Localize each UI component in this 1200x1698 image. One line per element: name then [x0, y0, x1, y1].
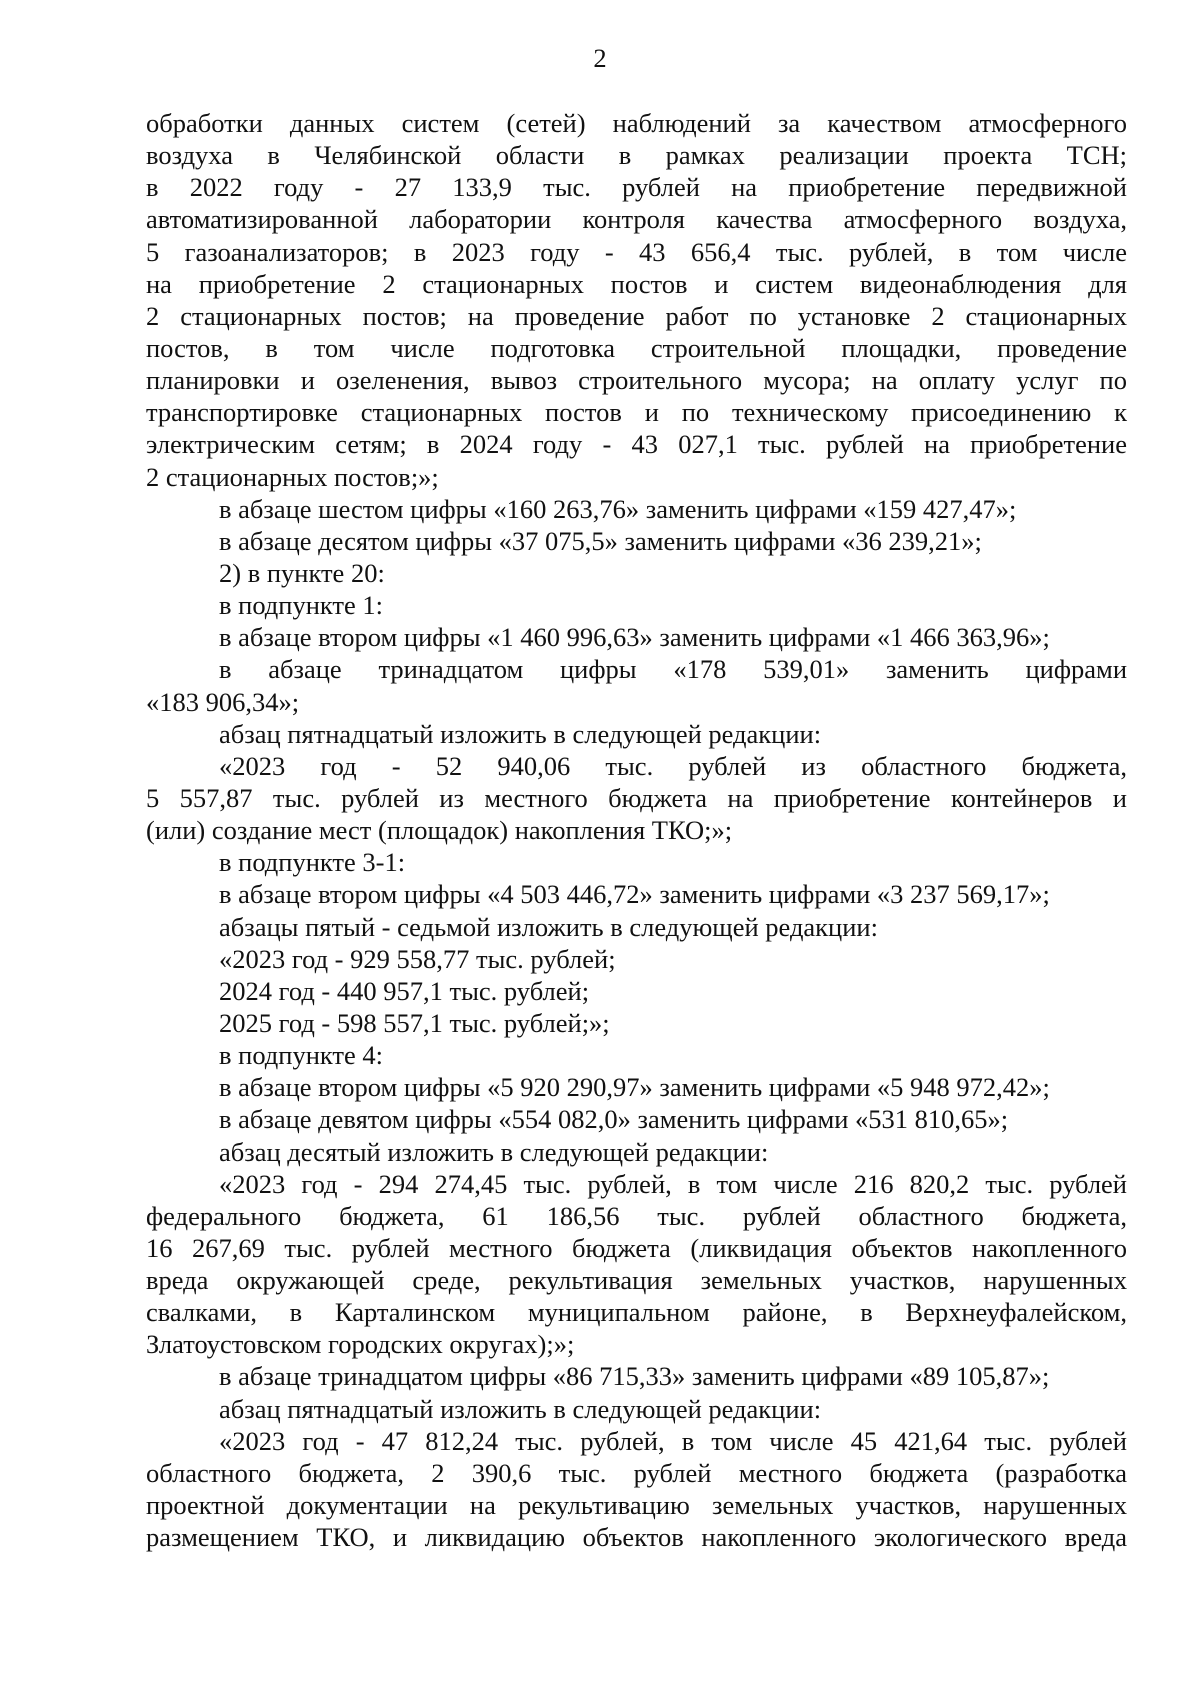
text-line: «183 906,34»; — [146, 686, 300, 717]
text-line: в подпункте 4: — [219, 1040, 384, 1071]
text-line: вреда окружающей среде, рекультивация земельных участков, нарушенных — [146, 1265, 1127, 1296]
text-line: «2023 год - 47 812,24 тыс. рублей, в том числе 45 421,64 тыс. рублей — [219, 1425, 1127, 1456]
text-line: планировки и озеленения, вывоз строительного мусора; на оплату услуг по — [146, 365, 1127, 396]
text-line: в подпункте 1: — [219, 590, 384, 621]
text-line: областного бюджета, 2 390,6 тыс. рублей местного бюджета (разработка — [146, 1457, 1127, 1488]
text-line: абзац пятнадцатый изложить в следующей редакции: — [219, 1393, 822, 1424]
text-line: «2023 год - 294 274,45 тыс. рублей, в том числе 216 820,2 тыс. рублей — [219, 1168, 1127, 1199]
text-line: 2 стационарных постов; на проведение работ по установке 2 стационарных — [146, 300, 1127, 331]
text-line: абзацы пятый - седьмой изложить в следующей редакции: — [219, 911, 878, 942]
text-line: 16 267,69 тыс. рублей местного бюджета (ликвидация объектов накопленного — [146, 1232, 1127, 1263]
text-line: воздуха в Челябинской области в рамках реализации проекта ТСН; — [146, 140, 1127, 171]
text-line: в абзаце тринадцатом цифры «86 715,33» заменить цифрами «89 105,87»; — [219, 1361, 1050, 1392]
text-line: в подпункте 3-1: — [219, 847, 406, 878]
text-line: постов, в том числе подготовка строительной площадки, проведение — [146, 332, 1127, 363]
text-line: федерального бюджета, 61 186,56 тыс. рублей областного бюджета, — [146, 1200, 1127, 1231]
text-line: на приобретение 2 стационарных постов и систем видеонаблюдения для — [146, 268, 1127, 299]
text-line: в абзаце втором цифры «5 920 290,97» заменить цифрами «5 948 972,42»; — [219, 1072, 1050, 1103]
text-line: в абзаце втором цифры «1 460 996,63» заменить цифрами «1 466 363,96»; — [219, 622, 1050, 653]
text-line: 2024 год - 440 957,1 тыс. рублей; — [219, 975, 590, 1006]
text-line: транспортировке стационарных постов и по техническому присоединению к — [146, 397, 1127, 428]
text-line: свалками, в Карталинском муниципальном районе, в Верхнеуфалейском, — [146, 1297, 1127, 1328]
text-line: автоматизированной лаборатории контроля качества атмосферного воздуха, — [146, 204, 1127, 235]
text-line: в абзаце втором цифры «4 503 446,72» заменить цифрами «3 237 569,17»; — [219, 879, 1050, 910]
text-line: 2) в пункте 20: — [219, 557, 385, 588]
text-line: обработки данных систем (сетей) наблюдений за качеством атмосферного — [146, 108, 1127, 138]
text-line: 2025 год - 598 557,1 тыс. рублей;»; — [219, 1007, 610, 1038]
text-line: (или) создание мест (площадок) накопления ТКО;»; — [146, 815, 733, 846]
text-line: Златоустовском городских округах);»; — [146, 1329, 575, 1360]
text-line: «2023 год - 929 558,77 тыс. рублей; — [219, 943, 616, 974]
text-line: электрическим сетям; в 2024 году - 43 027,1 тыс. рублей на приобретение — [146, 429, 1127, 460]
document-body — [146, 107, 1127, 1553]
text-line: проектной документации на рекультивацию земельных участков, нарушенных — [146, 1490, 1127, 1521]
text-line: в абзаце девятом цифры «554 082,0» заменить цифрами «531 810,65»; — [219, 1104, 1009, 1135]
text-line: 5 газоанализаторов; в 2023 году - 43 656,4 тыс. рублей, в том числе — [146, 236, 1127, 267]
text-line: в абзаце шестом цифры «160 263,76» заменить цифрами «159 427,47»; — [219, 493, 1017, 524]
text-line: абзац пятнадцатый изложить в следующей редакции: — [219, 718, 822, 749]
text-line: 5 557,87 тыс. рублей из местного бюджета на приобретение контейнеров и — [146, 782, 1127, 813]
text-line: 2 стационарных постов;»; — [146, 461, 439, 492]
page-number: 2 — [593, 43, 607, 73]
text-line: «2023 год - 52 940,06 тыс. рублей из областного бюджета, — [219, 750, 1127, 781]
text-line: в 2022 году - 27 133,9 тыс. рублей на приобретение передвижной — [146, 172, 1127, 203]
text-line: в абзаце тринадцатом цифры «178 539,01» заменить цифрами — [219, 654, 1127, 685]
text-line: абзац десятый изложить в следующей редакции: — [219, 1136, 769, 1167]
text-line: размещением ТКО, и ликвидацию объектов накопленного экологического вреда — [146, 1522, 1127, 1553]
text-line: в абзаце десятом цифры «37 075,5» заменить цифрами «36 239,21»; — [219, 525, 982, 556]
